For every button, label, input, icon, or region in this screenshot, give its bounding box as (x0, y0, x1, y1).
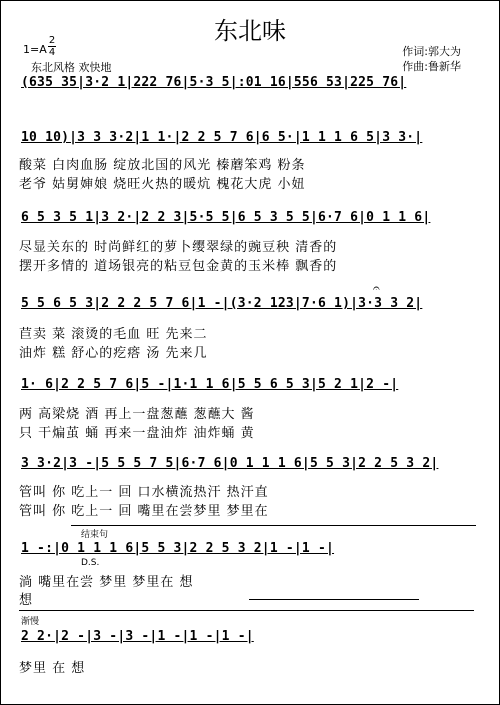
lyric-row-2-verse-2: 老爷 姑舅婶娘 烧旺火热的暖炕 槐花大虎 小妞 (19, 177, 306, 192)
lyric-row-8: 梦里 在 想 (19, 661, 86, 676)
lyric-row-5-verse-1: 两 高梁烧 酒 再上一盘葱蘸 葱蘸大 酱 (19, 407, 255, 422)
extension-line (249, 599, 419, 600)
notation-row-4: 5 5 6 5 3|2 2 2 5 7 6|1 -|(3·2 123|7·6 1)|3·3 3 2| (21, 296, 423, 311)
fermata-icon: 𝄐 (373, 281, 380, 295)
lyric-row-6-verse-2: 管叫 你 吃上一 回 嘴里在尝梦里 梦里在 (19, 504, 269, 519)
notation-row-7: 1 -:|0 1 1 1 6|5 5 3|2 2 5 3 2|1 -|1 -| (21, 541, 335, 556)
lyric-row-5-verse-2: 只 干煸茧 蛹 再来一盘油炸 油炸蛹 黄 (19, 426, 255, 441)
slowing-bracket (19, 610, 474, 611)
ending-bracket (71, 525, 476, 526)
song-title: 东北味 (214, 17, 286, 45)
lyric-row-7-verse-1: 淌 嘴里在尝 梦里 梦里在 想 (19, 575, 194, 590)
lyric-row-6-verse-1: 管叫 你 吃上一 回 口水横流热汗 热汗直 (19, 485, 269, 500)
ending-marker: 结束句 (81, 530, 109, 540)
time-sig-top: 2 (48, 35, 56, 46)
notation-row-3: 6 5 3 5 1|3 2·|2 2 3|5·5 5|6 5 3 5 5|6·7 6|0 1 1 6| (21, 210, 431, 225)
notation-row-8: 2 2·|2 -|3 -|3 -|1 -|1 -|1 -| (21, 629, 254, 644)
lyric-row-4-verse-1: 苣卖 菜 滚烫的毛血 旺 先来二 (19, 327, 208, 342)
time-signature (48, 35, 56, 58)
notation-row-2: 10 10)|3 3 3·2|1 1·|2 2 5 7 6|6 5·|1 1 1 6 5|3 3·| (21, 130, 423, 145)
lyric-row-2-verse-1: 酸菜 白肉血肠 绽放北国的风光 榛蘑笨鸡 粉条 (19, 158, 306, 173)
ds-marker: D.S. (81, 558, 100, 568)
style-marking: 东北风格 欢快地 (31, 61, 112, 74)
notation-row-1: (635 35|3·2 1|222 76|5·3 5|:01 16|556 53|225 76| (21, 75, 407, 90)
lyric-row-3-verse-1: 尽显关东的 时尚鲜红的萝卜缨翠绿的豌豆秧 清香的 (19, 240, 338, 255)
notation-row-5: 1· 6|2 2 5 7 6|5 -|1·1 1 6|5 5 6 5 3|5 2 1|2 -| (21, 377, 399, 392)
slowing-marker: 渐慢 (21, 617, 40, 627)
lyricist-credit: 作词:郭大为 (402, 45, 461, 58)
lyric-row-7-verse-2: 想 (19, 593, 34, 608)
lyric-row-3-verse-2: 摆开多情的 道场银亮的粘豆包金黄的玉米棒 飘香的 (19, 259, 338, 274)
key-signature: 1=A (23, 43, 47, 56)
notation-row-6: 3 3·2|3 -|5 5 5 7 5|6·7 6|0 1 1 1 6|5 5 3|2 2 5 3 2| (21, 456, 439, 471)
lyric-row-4-verse-2: 油炸 糕 舒心的疙瘩 汤 先来几 (19, 346, 208, 361)
composer-credit: 作曲:鲁新华 (402, 60, 461, 73)
time-sig-bottom: 4 (48, 47, 56, 58)
